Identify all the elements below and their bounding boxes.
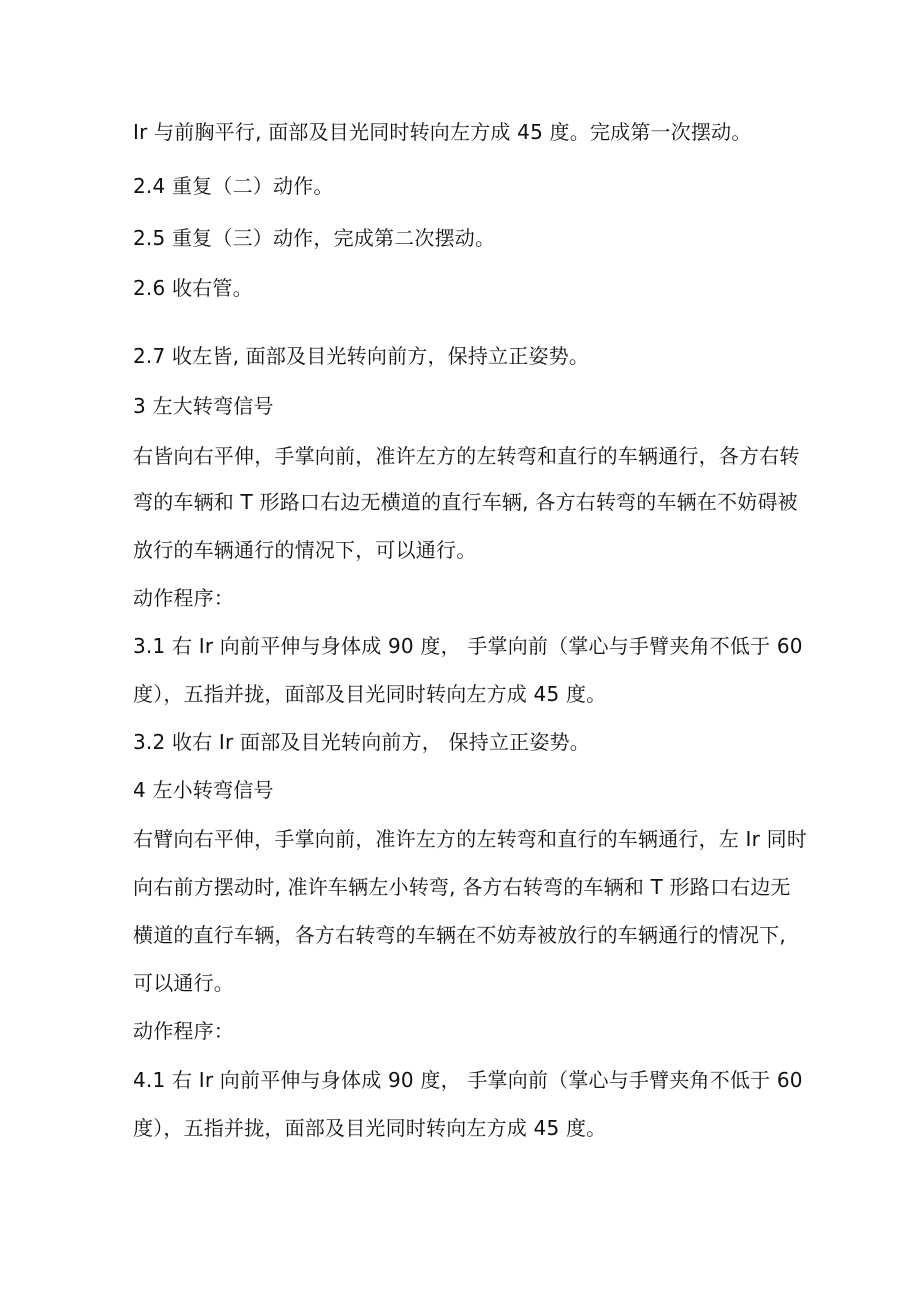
section-2-5: 2.5 重复（三）动作，完成第二次摆动。 bbox=[133, 226, 496, 250]
section-2-7: 2.7 收左皆, 面部及目光转向前方，保持立正姿势。 bbox=[133, 344, 590, 368]
section-3-1-cont: 度），五指并拢，面部及目光同时转向左方成 45 度。 bbox=[133, 682, 607, 706]
paragraph-4-line: 向右前方摆动时, 准许车辆左小转弯, 各方右转弯的车辆和 T 形路口右边无 bbox=[133, 875, 791, 899]
paragraph-3-line: 弯的车辆和 T 形路口右边无横道的直行车辆, 各方右转弯的车辆在不妨碍被 bbox=[133, 490, 798, 514]
section-2-6: 2.6 收右管。 bbox=[133, 276, 253, 300]
paragraph-4-line: 右臂向右平伸，手掌向前，准许左方的左转弯和直行的车辆通行，左 Ir 同时 bbox=[133, 827, 808, 851]
paragraph-3-line: 右皆向右平伸，手掌向前，准许左方的左转弯和直行的车辆通行，各方右转 bbox=[133, 444, 800, 468]
section-2-4: 2.4 重复（二）动作。 bbox=[133, 174, 334, 198]
paragraph-4-line: 可以通行。 bbox=[133, 971, 234, 995]
heading-4: 4 左小转弯信号 bbox=[133, 778, 274, 802]
section-4-1-cont: 度），五指并拢，面部及目光同时转向左方成 45 度。 bbox=[133, 1116, 607, 1140]
procedure-label: 动作程序： bbox=[133, 586, 234, 610]
section-4-1: 4.1 右 Ir 向前平伸与身体成 90 度， 手掌向前（掌心与手臂夹角不低于 60 bbox=[133, 1068, 803, 1092]
section-3-2: 3.2 收右 Ir 面部及目光转向前方， 保持立正姿势。 bbox=[133, 730, 590, 754]
heading-3: 3 左大转弯信号 bbox=[133, 394, 274, 418]
procedure-label: 动作程序： bbox=[133, 1019, 234, 1043]
section-3-1: 3.1 右 Ir 向前平伸与身体成 90 度， 手掌向前（掌心与手臂夹角不低于 60 bbox=[133, 634, 803, 658]
text-line: Ir 与前胸平行, 面部及目光同时转向左方成 45 度。完成第一次摆动。 bbox=[133, 120, 752, 144]
paragraph-4-line: 横道的直行车辆，各方右转弯的车辆在不妨寿被放行的车辆通行的情况下, bbox=[133, 923, 786, 947]
paragraph-3-line: 放行的车辆通行的情况下，可以通行。 bbox=[133, 538, 477, 562]
